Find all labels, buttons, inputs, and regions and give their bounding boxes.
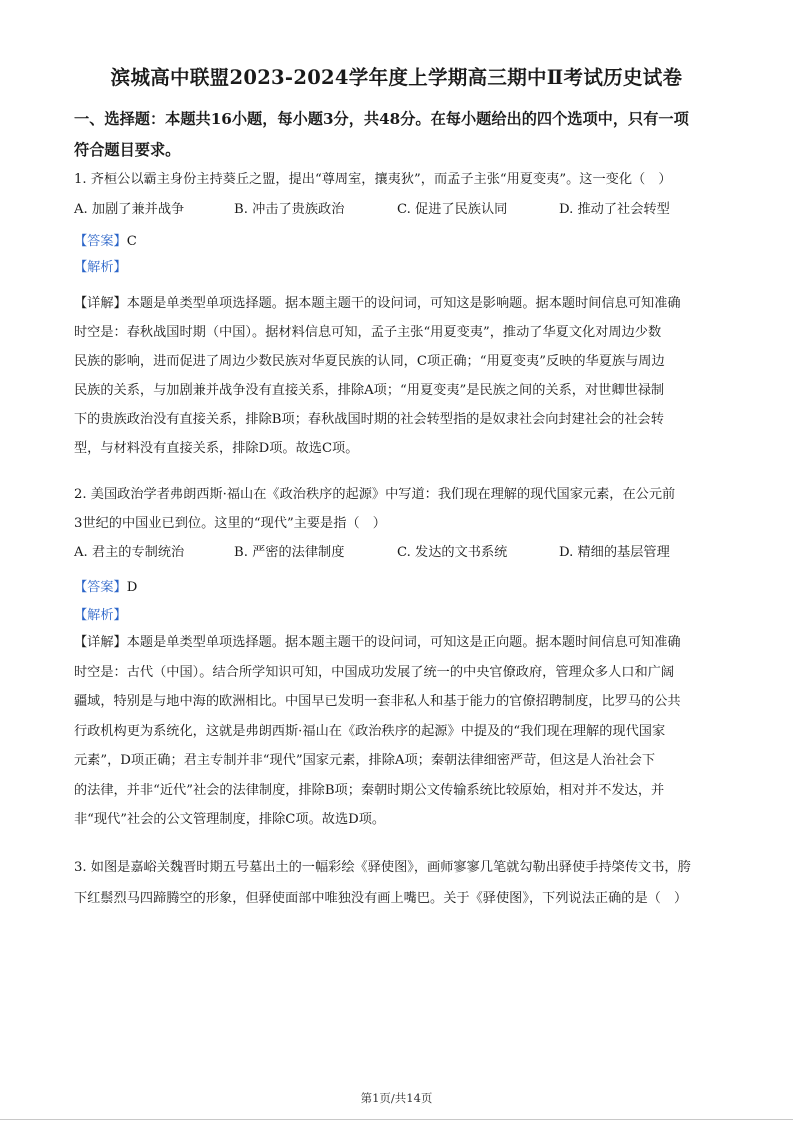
answer-tag: 【答案】 (74, 234, 127, 249)
question-2-detail (74, 628, 734, 835)
detail-line: 下的贵族政治没有直接关系，排除B项；春秋战国时期的社会转型指的是奴隶社会向封建社会的社会转 (74, 412, 664, 427)
page-number: 第1页/共14页 (360, 1091, 433, 1105)
detail-line: 民族的关系，与加剧兼并战争没有直接关系，排除A项；“用夏变夷”是民族之间的关系，对世卿世禄制 (74, 383, 665, 398)
question-1-answer (74, 229, 734, 281)
answer-value: C (126, 234, 137, 249)
question-2-answer (74, 574, 734, 630)
question-1-options (74, 198, 734, 224)
answer-value: D (126, 580, 138, 595)
question-1-stem (74, 167, 734, 193)
detail-line: 本题是单类型单项选择题。据本题主题干的设问词，可知这是影响题。据本题时间信息可知准确 (126, 296, 681, 311)
analysis-tag: 【解析】 (74, 260, 127, 275)
detail-line: 的法律，并非“近代”社会的法律制度，排除B项；秦朝时期公文传输系统比较原始，相对并不发达，并 (74, 782, 665, 798)
section-heading-line-2: 符合题目要求。 (74, 141, 181, 159)
question-3-stem-line: 下红鬃烈马四蹄腾空的形象，但驿使面部中唯独没有画上嘴巴。关于《驿使图》，下列说法正确的是（ ） (74, 891, 688, 906)
question-2-stem-line: 2. 美国政治学者弗朗西斯·福山在《政治秩序的起源》中写道：我们现在理解的现代国家元素，在公元前 (74, 487, 676, 502)
detail-tag: 【详解】 (74, 635, 127, 650)
question-2-option-d: D. 精细的基层管理 (559, 545, 670, 560)
question-1-stem-line: 1. 齐桓公以霸主身份主持葵丘之盟，提出“尊周室，攘夷狄”，而孟子主张“用夏变夷”。这一变化（ ） (74, 172, 672, 187)
question-2-stem-line: 3世纪的中国业已到位。这里的“现代”主要是指（ ） (74, 516, 386, 531)
question-2-stem (74, 480, 734, 538)
detail-line: 非“现代”社会的公文管理制度，排除C项。故选D项。 (74, 812, 386, 827)
detail-line: 民族的影响，进而促进了周边少数民族对华夏民族的认同，C项正确；“用夏变夷”反映的华夏族与周边 (74, 354, 665, 369)
question-1-detail (74, 289, 734, 463)
detail-line: 本题是单类型单项选择题。据本题主题干的设问词，可知这是正向题。据本题时间信息可知准确 (126, 635, 681, 650)
question-1-option-c: C. 促进了民族认同 (397, 202, 508, 217)
question-2-option-b: B. 严密的法律制度 (234, 545, 345, 560)
detail-line: 型，与材料没有直接关系，排除D项。故选C项。 (74, 441, 359, 456)
exam-title: 滨城高中联盟2023-2024学年度上学期高三期中Ⅱ考试历史试卷 (110, 66, 683, 89)
detail-line: 元素”，D项正确；君主专制并非“现代”国家元素，排除A项；秦朝法律细密严苛，但这是人治社会下 (74, 753, 656, 768)
section-heading (74, 104, 730, 166)
question-2-option-a: A. 君主的专制统治 (74, 545, 185, 560)
analysis-tag: 【解析】 (74, 608, 127, 623)
detail-line: 时空是：古代（中国）。结合所学知识可知，中国成功发展了统一的中央官僚政府，管理众多人口和广阔 (74, 664, 675, 680)
detail-line: 疆域，特别是与地中海的欧洲相比。中国早已发明一套非私人和基于能力的官僚招聘制度，比罗马的公共 (74, 694, 681, 709)
answer-tag: 【答案】 (74, 580, 127, 595)
question-1-option-a: A. 加剧了兼并战争 (74, 202, 185, 217)
detail-tag: 【详解】 (74, 296, 127, 311)
question-1-option-b: B. 冲击了贵族政治 (234, 202, 345, 217)
detail-line: 行政机构更为系统化，这就是弗朗西斯·福山在《政治秩序的起源》中提及的“我们现在理解的现代国家 (74, 723, 666, 739)
question-2-option-c: C. 发达的文书系统 (397, 545, 508, 560)
question-3-stem-line: 3. 如图是嘉峪关魏晋时期五号墓出土的一幅彩绘《驿使图》，画师寥寥几笔就勾勒出驿使手持棨传文书，胯 (74, 860, 691, 875)
detail-line: 时空是：春秋战国时期（中国）。据材料信息可知，孟子主张“用夏变夷”，推动了华夏文化对周边少数 (74, 325, 662, 340)
section-heading-line-1: 一、选择题：本题共16小题，每小题3分，共48分。在每小题给出的四个选项中，只有一项 (74, 110, 689, 128)
question-3-stem (74, 852, 734, 914)
question-2-options (74, 541, 734, 567)
question-1-option-d: D. 推动了社会转型 (559, 202, 670, 217)
bottom-divider (0, 1119, 793, 1120)
